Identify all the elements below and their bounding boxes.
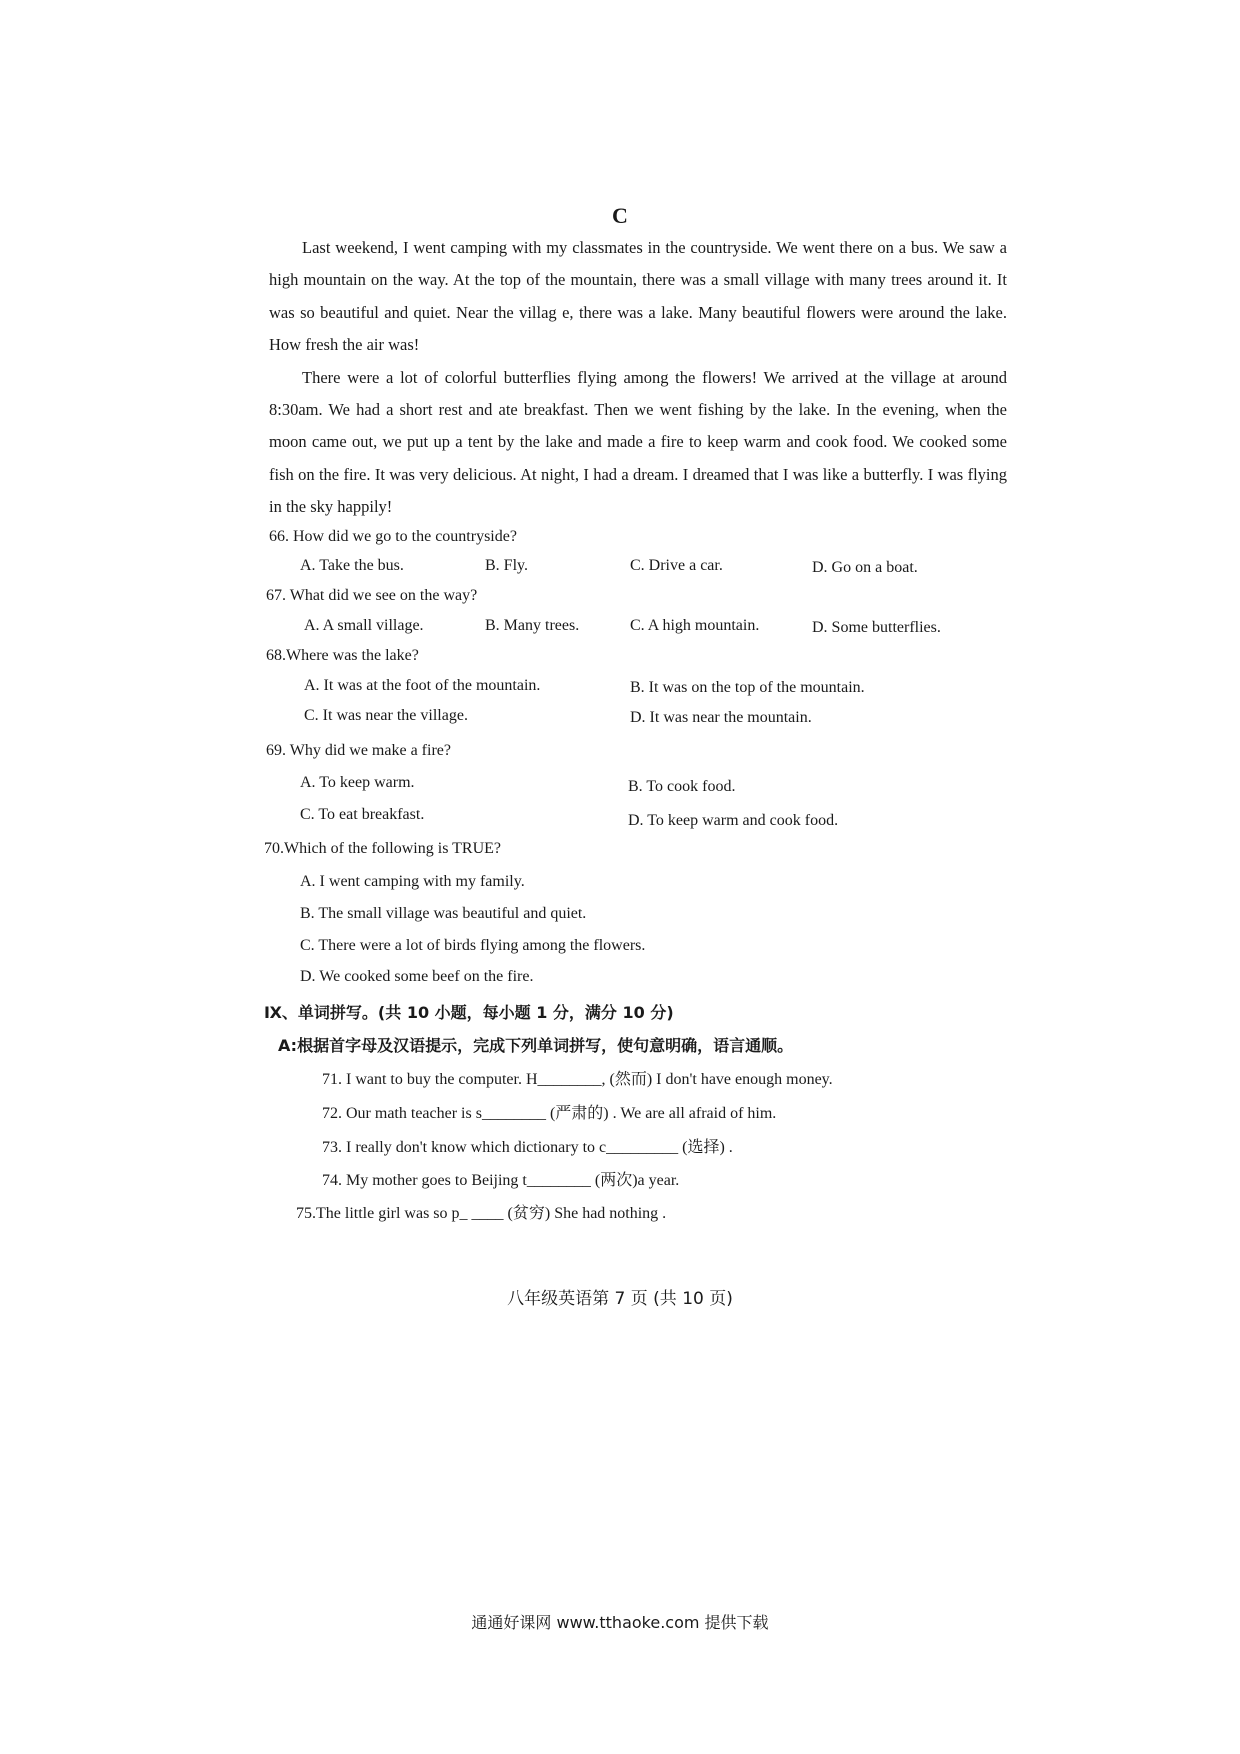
question-66: 66. How did we go to the countryside? bbox=[269, 528, 517, 545]
q69-option-b: B. To cook food. bbox=[628, 778, 736, 795]
fill-item-74: 74. My mother goes to Beijing t________ (两次)a year. bbox=[322, 1172, 680, 1189]
question-67: 67. What did we see on the way? bbox=[266, 587, 478, 604]
passage-paragraph-1: Last weekend, I went camping with my classmates in the countryside. We went there on a bus. We saw a high mountain on the way. At the top of the mountain, there was a small village with many trees around it. It was so beautiful and quiet. Near the villag e, there was a lake. Many beautiful flowers were around the lake. How fresh the air was! bbox=[269, 238, 1007, 355]
q66-option-b: B. Fly. bbox=[485, 557, 528, 574]
q69-option-d: D. To keep warm and cook food. bbox=[628, 812, 839, 829]
q70-option-d: D. We cooked some beef on the fire. bbox=[300, 968, 534, 985]
q66-option-a: A. Take the bus. bbox=[300, 557, 404, 574]
passage-paragraph-2: There were a lot of colorful butterflies flying among the flowers! We arrived at the village at around 8:30am. We had a short rest and ate breakfast. Then we went fishing by the lake. In the evening, when the moon came out, we put up a tent by the lake and made a fire to keep warm and cook food. We cooked some fish on the fire. It was very delicious. At night, I had a dream. I dreamed that I was like a butterfly. I was flying in the sky happily! bbox=[269, 367, 1007, 517]
fill-item-72: 72. Our math teacher is s________ (严肃的) . We are all afraid of him. bbox=[322, 1105, 777, 1122]
part-9-instruction: A:根据首字母及汉语提示，完成下列单词拼写，使句意明确，语言通顺。 bbox=[278, 1036, 794, 1055]
q67-option-b: B. Many trees. bbox=[485, 617, 580, 634]
q68-option-b: B. It was on the top of the mountain. bbox=[630, 679, 865, 696]
section-letter: C bbox=[612, 203, 628, 228]
q68-option-a: A. It was at the foot of the mountain. bbox=[304, 677, 541, 694]
q67-option-d: D. Some butterflies. bbox=[812, 619, 941, 636]
part-9-heading: Ⅸ、单词拼写。(共 10 小题，每小题 1 分，满分 10 分) bbox=[264, 1003, 674, 1022]
q70-option-c: C. There were a lot of birds flying among the flowers. bbox=[300, 937, 646, 954]
question-70: 70.Which of the following is TRUE? bbox=[264, 840, 501, 857]
q69-option-c: C. To eat breakfast. bbox=[300, 806, 425, 823]
q66-option-c: C. Drive a car. bbox=[630, 557, 723, 574]
q68-option-c: C. It was near the village. bbox=[304, 707, 468, 724]
q70-option-a: A. I went camping with my family. bbox=[300, 873, 525, 890]
page-number-footer: 八年级英语第 7 页 (共 10 页) bbox=[507, 1289, 733, 1309]
fill-item-71: 71. I want to buy the computer. H________, (然而) I don't have enough money. bbox=[322, 1071, 833, 1088]
q66-option-d: D. Go on a boat. bbox=[812, 559, 918, 576]
question-68: 68.Where was the lake? bbox=[266, 647, 419, 664]
q70-option-b: B. The small village was beautiful and quiet. bbox=[300, 905, 587, 922]
site-credit-footer: 通通好课网 www.tthaoke.com 提供下载 bbox=[471, 1613, 769, 1632]
q67-option-a: A. A small village. bbox=[304, 617, 424, 634]
q68-option-d: D. It was near the mountain. bbox=[630, 709, 812, 726]
fill-item-73: 73. I really don't know which dictionary to c_________ (选择) . bbox=[322, 1139, 733, 1156]
q67-option-c: C. A high mountain. bbox=[630, 617, 760, 634]
fill-item-75: 75.The little girl was so p_ ____ (贫穷) She had nothing . bbox=[296, 1205, 667, 1222]
reading-passage bbox=[269, 232, 1007, 524]
q69-option-a: A. To keep warm. bbox=[300, 774, 415, 791]
question-69: 69. Why did we make a fire? bbox=[266, 742, 451, 759]
